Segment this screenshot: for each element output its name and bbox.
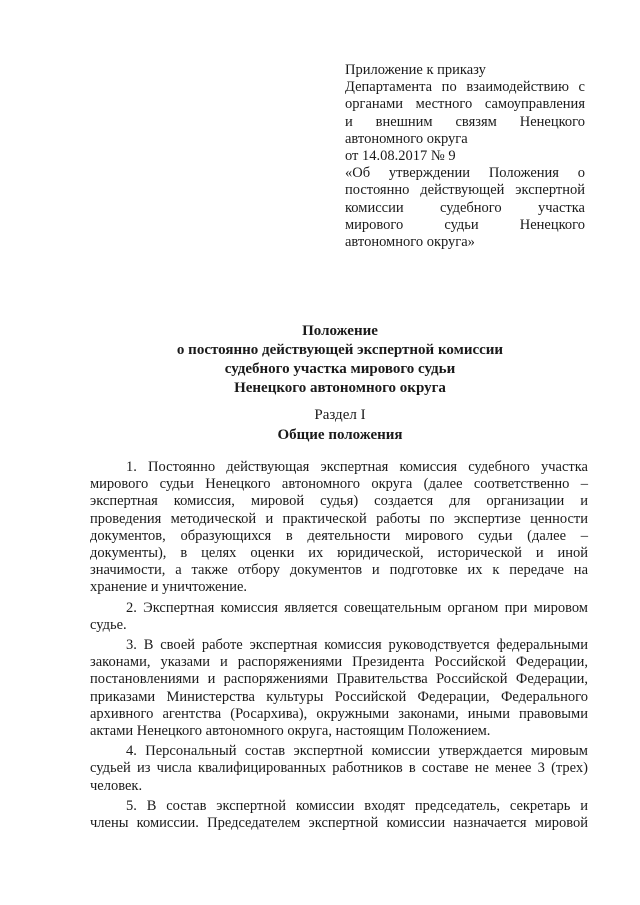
- section-heading: Общие положения: [277, 427, 403, 443]
- appendix-line: комиссии судебного участка: [345, 199, 585, 216]
- appendix-line: автономного округа»: [345, 234, 475, 251]
- appendix-header: [345, 62, 585, 251]
- paragraph-4: [90, 743, 588, 795]
- paragraph-line: значимости, а также отбору документов и подготовке их к передаче на: [90, 562, 588, 579]
- paragraph-line: мирового судьи Ненецкого автономного округа (далее соответственно –: [90, 476, 588, 493]
- paragraph-line: законами, указами и распоряжениями Президента Российской Федерации,: [90, 654, 588, 671]
- appendix-line: автономного округа: [345, 130, 468, 147]
- paragraph-line: судье.: [90, 616, 127, 633]
- paragraph-line: судьей из числа квалифицированных работников в составе не менее 3 (трех): [90, 760, 588, 777]
- paragraph-line: члены комиссии. Председателем экспертной комиссии назначается мировой: [90, 815, 588, 832]
- paragraph-line: актами Ненецкого автономного округа, настоящим Положением.: [90, 723, 491, 740]
- appendix-line: от 14.08.2017 № 9: [345, 148, 456, 165]
- paragraph-line: 4. Персональный состав экспертной комиссии утверждается мировым: [126, 743, 588, 760]
- paragraph-line: 2. Экспертная комиссия является совещательным органом при мировом: [126, 599, 588, 616]
- paragraph-1: [90, 459, 588, 597]
- title-line: о постоянно действующей экспертной комиссии: [176, 342, 504, 358]
- appendix-line: органами местного самоуправления: [345, 96, 585, 113]
- appendix-line: Департамента по взаимодействию с: [345, 79, 585, 96]
- section-header: [90, 405, 590, 445]
- appendix-line: постоянно действующей экспертной: [345, 182, 585, 199]
- title-line: Ненецкого автономного округа: [234, 380, 446, 396]
- appendix-line: Приложение к приказу: [345, 62, 486, 78]
- paragraph-line: хранение и уничтожение.: [90, 579, 248, 596]
- paragraph-2: [90, 600, 588, 634]
- paragraph-3: [90, 637, 588, 740]
- paragraph-line: архивного агентства (Росархива), окружными законами, иными правовыми: [90, 705, 588, 722]
- appendix-line: «Об утверждении Положения о: [345, 165, 585, 182]
- paragraph-line: 5. В состав экспертной комиссии входят председатель, секретарь и: [126, 797, 588, 814]
- document-body: [90, 459, 588, 835]
- paragraph-line: 3. В своей работе экспертная комиссия руководствуется федеральными: [126, 637, 588, 654]
- paragraph-line: документы), в целях оценки их юридической, исторической и иной: [90, 545, 588, 562]
- document-title: [90, 322, 590, 398]
- title-line: судебного участка мирового судьи: [224, 361, 456, 377]
- paragraph-line: экспертная комиссия, мировой судья) создается для организации и: [90, 493, 588, 510]
- section-label: Раздел I: [314, 407, 366, 423]
- paragraph-line: документов, образующихся в деятельности мирового судьи (далее –: [90, 527, 588, 544]
- appendix-line: мирового судьи Ненецкого: [345, 216, 585, 233]
- paragraph-line: постановлениями и распоряжениями Правительства Российской Федерации,: [90, 671, 588, 688]
- paragraph-line: проведения методической и практической работы по экспертизе ценности: [90, 510, 588, 527]
- paragraph-5: [90, 798, 588, 832]
- paragraph-line: 1. Постоянно действующая экспертная комиссия судебного участка: [126, 459, 588, 475]
- title-line: Положение: [302, 323, 378, 339]
- paragraph-line: человек.: [90, 777, 143, 794]
- appendix-line: и внешним связям Ненецкого: [345, 113, 585, 130]
- paragraph-line: приказами Министерства культуры Российской Федерации, Федерального: [90, 688, 588, 705]
